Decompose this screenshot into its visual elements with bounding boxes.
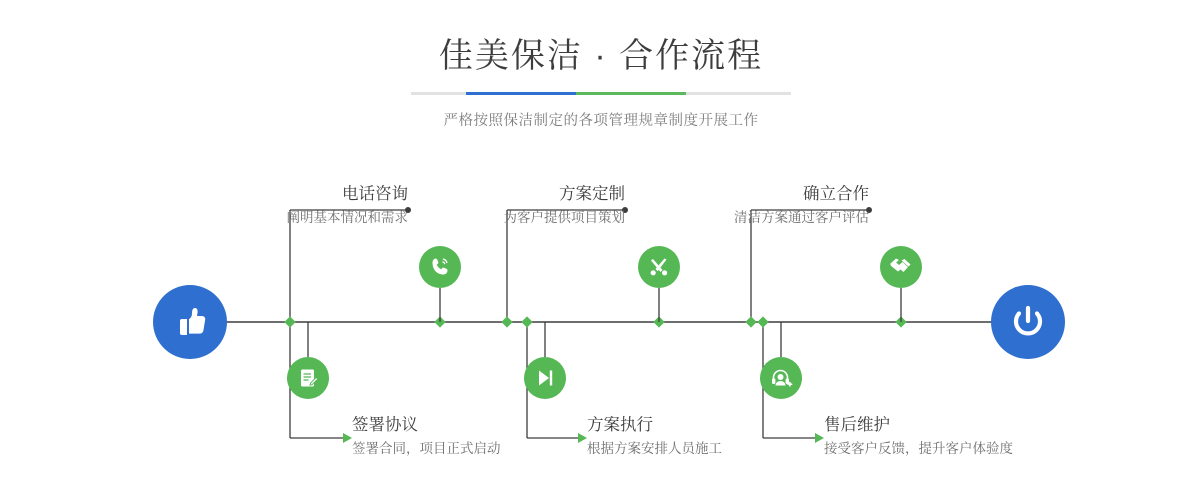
divider-segment-blue [466,92,576,95]
step-circle-6[interactable] [760,357,802,399]
phone-ring-icon [428,255,452,279]
step-desc-1: 阐明基本情况和需求 [286,210,408,225]
divider-segment-green [576,92,686,95]
step-circle-2[interactable] [287,357,329,399]
page-title: 佳美保洁 · 合作流程 [438,37,764,75]
step-circle-1[interactable] [419,246,461,288]
headset-add-icon [769,366,793,390]
step-title-5: 确立合作 [803,185,869,203]
title-divider [411,92,791,95]
flow-start-node[interactable] [153,285,227,359]
page-subtitle: 严格按照保洁制定的各项管理规章制度开展工作 [443,113,759,129]
step-title-1: 电话咨询 [342,185,408,203]
step-title-2: 签署协议 [352,416,418,434]
header [0,0,1202,130]
step-circle-4[interactable] [524,357,566,399]
step-title-3: 方案定制 [559,185,625,203]
step-circle-5[interactable] [880,246,922,288]
tools-icon [647,255,671,279]
step-circle-3[interactable] [638,246,680,288]
play-next-icon [533,366,557,390]
step-title-4: 方案执行 [587,416,653,434]
step-label-6 [824,414,1194,459]
step-desc-4: 根据方案安排人员施工 [587,441,722,456]
contract-pen-icon [296,366,320,390]
power-icon [1008,302,1048,342]
step-title-6: 售后维护 [824,416,890,434]
step-desc-2: 签署合同，项目正式启动 [352,441,501,456]
thumbs-up-icon [170,302,210,342]
flow-end-node[interactable] [991,285,1065,359]
handshake-icon [888,254,914,280]
step-desc-3: 为客户提供项目策划 [503,210,625,225]
step-label-5 [569,183,869,228]
step-desc-6: 接受客户反馈，提升客户体验度 [824,441,1013,456]
process-flow-diagram [0,150,1202,502]
step-desc-5: 清洁方案通过客户评估 [734,210,869,225]
